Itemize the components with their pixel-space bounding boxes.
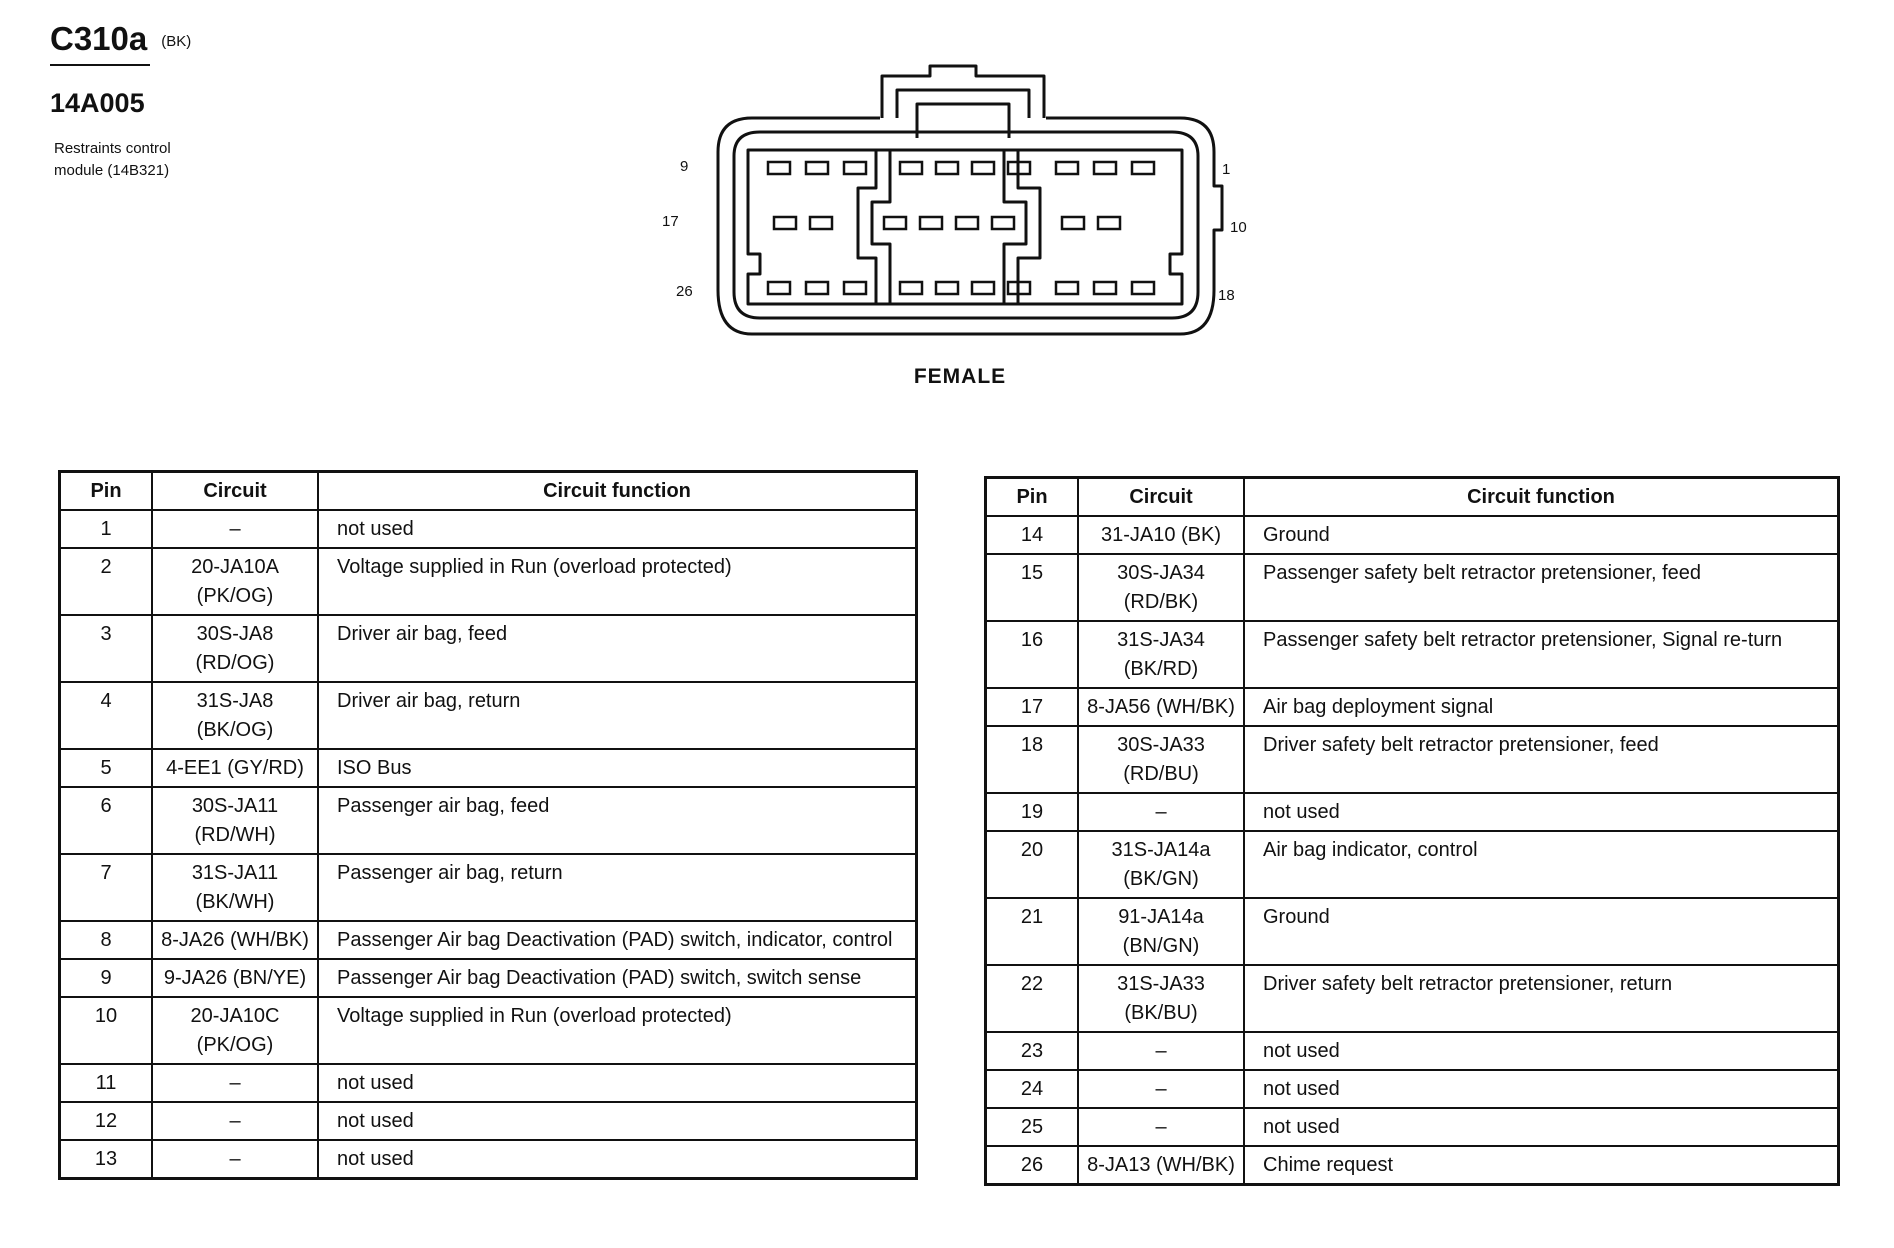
pin-cell: 11	[60, 1064, 153, 1102]
function-cell: Passenger Air bag Deactivation (PAD) switch, indicator, control	[318, 921, 917, 959]
function-cell: not used	[318, 510, 917, 548]
function-cell: not used	[1244, 793, 1839, 831]
connector-latch-window	[917, 104, 1009, 138]
circuit-cell: –	[1078, 1070, 1244, 1108]
table-row	[60, 1064, 917, 1102]
pin-cavity	[884, 217, 906, 229]
pin-cell: 19	[986, 793, 1079, 831]
connector-latch-inner	[897, 90, 1029, 118]
col-header-pin: Pin	[986, 478, 1079, 517]
table-row	[60, 787, 917, 854]
pinout-table-right	[984, 476, 1840, 1186]
pin-cavity	[1062, 217, 1084, 229]
circuit-cell: 30S-JA11 (RD/WH)	[152, 787, 318, 854]
circuit-cell: –	[152, 1102, 318, 1140]
table-row	[986, 554, 1839, 621]
circuit-cell: 4-EE1 (GY/RD)	[152, 749, 318, 787]
pin-label-17: 17	[662, 213, 679, 230]
pin-cavity	[1008, 282, 1030, 294]
table-row	[60, 749, 917, 787]
pin-label-26: 26	[676, 283, 693, 300]
circuit-cell: –	[1078, 1108, 1244, 1146]
pin-cell: 4	[60, 682, 153, 749]
pin-cell: 10	[60, 997, 153, 1064]
pin-cavity	[806, 282, 828, 294]
table-header-row	[60, 472, 917, 511]
table-row	[60, 1140, 917, 1179]
col-header-function: Circuit function	[1244, 478, 1839, 517]
pin-cell: 17	[986, 688, 1079, 726]
table-row	[986, 793, 1839, 831]
title-underline	[50, 64, 150, 66]
circuit-cell: –	[152, 510, 318, 548]
pin-cell: 8	[60, 921, 153, 959]
pin-cavity	[844, 282, 866, 294]
module-description	[54, 138, 254, 182]
pin-cavity	[956, 217, 978, 229]
pin-cell: 21	[986, 898, 1079, 965]
function-cell: Ground	[1244, 516, 1839, 554]
pin-cell: 14	[986, 516, 1079, 554]
table-row	[60, 615, 917, 682]
pin-cell: 22	[986, 965, 1079, 1032]
function-cell: not used	[1244, 1108, 1839, 1146]
function-cell: Passenger safety belt retractor pretensioner, feed	[1244, 554, 1839, 621]
connector-color: (BK)	[161, 32, 192, 50]
circuit-cell: 8-JA13 (WH/BK)	[1078, 1146, 1244, 1185]
table-row	[986, 621, 1839, 688]
function-cell: Air bag indicator, control	[1244, 831, 1839, 898]
pin-cell: 7	[60, 854, 153, 921]
pin-cavity	[936, 162, 958, 174]
function-cell: not used	[1244, 1070, 1839, 1108]
pin-cavity	[920, 217, 942, 229]
circuit-cell: 8-JA26 (WH/BK)	[152, 921, 318, 959]
table-row	[986, 726, 1839, 793]
connector-outer-shell	[718, 118, 1222, 334]
function-cell: not used	[318, 1064, 917, 1102]
pin-cavity	[972, 282, 994, 294]
function-cell: Passenger air bag, return	[318, 854, 917, 921]
pin-cavity	[1094, 282, 1116, 294]
col-header-circuit: Circuit	[152, 472, 318, 511]
function-cell: Driver safety belt retractor pretensioner, feed	[1244, 726, 1839, 793]
connector-latch	[882, 66, 1044, 118]
table-row	[60, 959, 917, 997]
pin-cavity	[972, 162, 994, 174]
pin-cavity	[936, 282, 958, 294]
pin-cell: 24	[986, 1070, 1079, 1108]
pin-label-9: 9	[680, 158, 689, 175]
pin-cavity	[774, 217, 796, 229]
table-row	[986, 898, 1839, 965]
pin-cell: 15	[986, 554, 1079, 621]
circuit-cell: 31S-JA14a (BK/GN)	[1078, 831, 1244, 898]
pin-cavity	[1056, 162, 1078, 174]
pin-cavity	[1098, 217, 1120, 229]
pin-cell: 20	[986, 831, 1079, 898]
circuit-cell: 20-JA10C (PK/OG)	[152, 997, 318, 1064]
table-row	[986, 965, 1839, 1032]
col-header-pin: Pin	[60, 472, 153, 511]
function-cell: Passenger safety belt retractor pretensioner, Signal re-turn	[1244, 621, 1839, 688]
table-row	[986, 688, 1839, 726]
circuit-cell: 30S-JA8 (RD/OG)	[152, 615, 318, 682]
table-row	[986, 1032, 1839, 1070]
connector-key-inner	[872, 150, 1026, 304]
pin-cavity	[768, 162, 790, 174]
connector-key-block	[858, 150, 1040, 304]
circuit-cell: –	[1078, 793, 1244, 831]
circuit-cell: 31S-JA8 (BK/OG)	[152, 682, 318, 749]
connector-inner-shell	[734, 132, 1198, 318]
pin-cavity	[1056, 282, 1078, 294]
pin-cavity	[992, 217, 1014, 229]
pin-cell: 2	[60, 548, 153, 615]
pin-cavity	[900, 162, 922, 174]
col-header-function: Circuit function	[318, 472, 917, 511]
pin-cavity	[1094, 162, 1116, 174]
table-row	[986, 516, 1839, 554]
table-row	[986, 1070, 1839, 1108]
pin-cavity	[768, 282, 790, 294]
col-header-circuit: Circuit	[1078, 478, 1244, 517]
connector-gender-label: FEMALE	[913, 365, 1007, 388]
connector-id-text: C310a	[50, 20, 148, 57]
table-row	[986, 1108, 1839, 1146]
table-row	[60, 921, 917, 959]
pin-cavity	[810, 217, 832, 229]
circuit-cell: 31S-JA11 (BK/WH)	[152, 854, 318, 921]
pin-cavity	[844, 162, 866, 174]
function-cell: not used	[318, 1140, 917, 1179]
circuit-cell: 31S-JA34 (BK/RD)	[1078, 621, 1244, 688]
connector-face-diagram	[0, 0, 1894, 420]
table-row	[60, 854, 917, 921]
part-number: 14A005	[50, 88, 145, 118]
function-cell: not used	[1244, 1032, 1839, 1070]
circuit-cell: 8-JA56 (WH/BK)	[1078, 688, 1244, 726]
pin-cell: 18	[986, 726, 1079, 793]
pin-cell: 6	[60, 787, 153, 854]
function-cell: Passenger Air bag Deactivation (PAD) switch, switch sense	[318, 959, 917, 997]
circuit-cell: –	[152, 1140, 318, 1179]
description-line-2: module (14B321)	[54, 162, 170, 179]
function-cell: ISO Bus	[318, 749, 917, 787]
table-header-row	[986, 478, 1839, 517]
table-row	[986, 831, 1839, 898]
circuit-cell: 20-JA10A (PK/OG)	[152, 548, 318, 615]
circuit-cell: –	[1078, 1032, 1244, 1070]
pin-cell: 23	[986, 1032, 1079, 1070]
function-cell: Air bag deployment signal	[1244, 688, 1839, 726]
pin-cell: 16	[986, 621, 1079, 688]
pin-cell: 1	[60, 510, 153, 548]
connector-cavity	[748, 150, 1182, 304]
function-cell: Voltage supplied in Run (overload protected)	[318, 548, 917, 615]
pin-cell: 12	[60, 1102, 153, 1140]
pin-cavity	[1008, 162, 1030, 174]
pinout-table-left	[58, 470, 918, 1180]
pin-label-10: 10	[1230, 219, 1247, 236]
table-row	[60, 682, 917, 749]
function-cell: Driver air bag, return	[318, 682, 917, 749]
circuit-cell: 30S-JA34 (RD/BK)	[1078, 554, 1244, 621]
function-cell: Driver safety belt retractor pretensioner, return	[1244, 965, 1839, 1032]
function-cell: Chime request	[1244, 1146, 1839, 1185]
pin-cell: 5	[60, 749, 153, 787]
pin-cavity	[1132, 282, 1154, 294]
pin-cell: 26	[986, 1146, 1079, 1185]
table-row	[986, 1146, 1839, 1185]
circuit-cell: 31-JA10 (BK)	[1078, 516, 1244, 554]
pin-cell: 9	[60, 959, 153, 997]
circuit-cell: 9-JA26 (BN/YE)	[152, 959, 318, 997]
function-cell: Driver air bag, feed	[318, 615, 917, 682]
pin-cell: 13	[60, 1140, 153, 1179]
circuit-cell: 30S-JA33 (RD/BU)	[1078, 726, 1244, 793]
description-line-1: Restraints control	[54, 140, 171, 157]
table-row	[60, 997, 917, 1064]
pin-label-1: 1	[1222, 161, 1231, 178]
pin-cavity	[1132, 162, 1154, 174]
connector-id	[50, 20, 191, 58]
pin-label-18: 18	[1218, 287, 1235, 304]
pin-cell: 3	[60, 615, 153, 682]
pin-cavity	[900, 282, 922, 294]
pin-cell: 25	[986, 1108, 1079, 1146]
circuit-cell: 31S-JA33 (BK/BU)	[1078, 965, 1244, 1032]
table-row	[60, 510, 917, 548]
circuit-cell: 91-JA14a (BN/GN)	[1078, 898, 1244, 965]
table-row	[60, 1102, 917, 1140]
pin-cavity	[806, 162, 828, 174]
function-cell: not used	[318, 1102, 917, 1140]
function-cell: Ground	[1244, 898, 1839, 965]
table-row	[60, 548, 917, 615]
circuit-cell: –	[152, 1064, 318, 1102]
function-cell: Voltage supplied in Run (overload protected)	[318, 997, 917, 1064]
function-cell: Passenger air bag, feed	[318, 787, 917, 854]
